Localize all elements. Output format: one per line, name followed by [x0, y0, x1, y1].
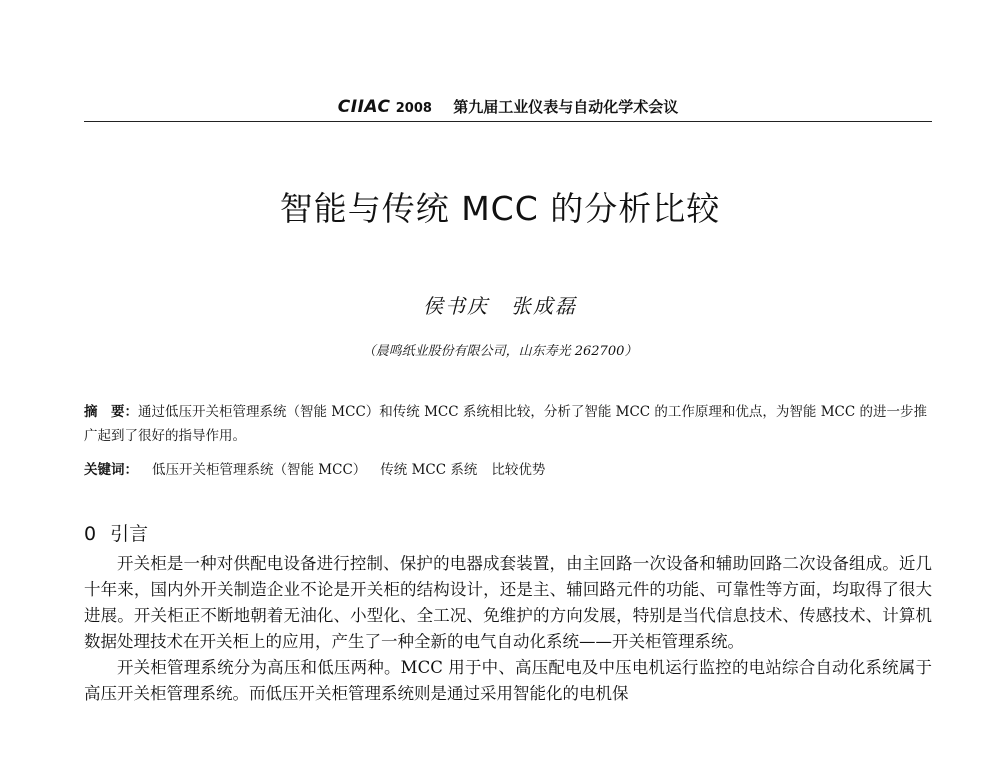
conference-logo: CIIAC — [337, 97, 391, 117]
conference-year: 2008 — [395, 101, 432, 116]
keyword: 比较优势 — [491, 462, 546, 478]
keywords-label: 关键词： — [84, 462, 138, 478]
section-number: 0 — [84, 523, 97, 545]
section-title: 引言 — [110, 523, 149, 545]
body-text — [84, 551, 932, 707]
abstract — [84, 400, 932, 448]
header-rule — [84, 121, 932, 122]
affiliation: （晨鸣纸业股份有限公司，山东寿光 262700） — [362, 344, 638, 359]
conference-name: 第九届工业仪表与自动化学术会议 — [453, 98, 679, 116]
keyword: 传统 MCC 系统 — [380, 462, 478, 478]
paper-title: 智能与传统 MCC 的分析比较 — [279, 189, 721, 228]
paragraph: 开关柜是一种对供配电设备进行控制、保护的电器成套装置，由主回路一次设备和辅助回路二次设备组成。近几十年来，国内外开关制造企业不论是开关柜的结构设计，还是主、辅回路元件的功能、可靠性等方面，均取得了很大进展。开关柜正不断地朝着无油化、小型化、全工况、免维护的方向发展，特别是当代信息技术、传感技术、计算机数据处理技术在开关柜上的应用，产生了一种全新的电气自动化系统——开关柜管理系统。 — [84, 554, 932, 651]
paragraph: 开关柜管理系统分为高压和低压两种。MCC 用于中、高压配电及中压电机运行监控的电站综合自动化系统属于高压开关柜管理系统。而低压开关柜管理系统则是通过采用智能化的电机保 — [84, 658, 932, 703]
abstract-label: 摘 要： — [84, 404, 138, 420]
abstract-text: 通过低压开关柜管理系统（智能 MCC）和传统 MCC 系统相比较，分析了智能 MCC 的工作原理和优点，为智能 MCC 的进一步推广起到了很好的指导作用。 — [84, 404, 927, 444]
keywords — [84, 458, 932, 482]
section-heading — [84, 519, 148, 546]
keyword: 低压开关柜管理系统（智能 MCC） — [152, 462, 367, 478]
running-header — [84, 96, 932, 117]
authors: 侯书庆 张成磊 — [423, 294, 577, 318]
